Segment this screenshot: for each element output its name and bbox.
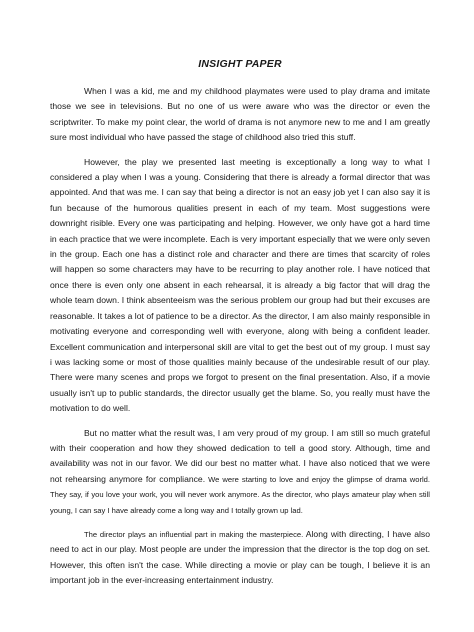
paragraph-3-small-text: We were starting to love and enjoy the glimpse of drama world. They say, if you love your work, you will never work anymore. As the director, who plays amateur play when still young, I can say I have already come a long way and I totally grown up lad. xyxy=(50,474,430,515)
paragraph-2 xyxy=(50,155,430,417)
paragraph-3 xyxy=(50,426,430,518)
paragraph-4 xyxy=(50,527,430,589)
paragraph-2-text: However, the play we presented last meeting is exceptionally a long way to what I considered a play when I was a young. Considering that there is already a formal director that was appointed. And that was me. I can say that being a director is not an easy job yet I can also say it is fun because of the humorous qualities present in each of my team. Most suggestions were downright risible. Every one was participating and helping. However, we only have got a hard time in each practice that we were incomplete. Each is very important especially that we were only seven in the group. Each one has a distinct role and character and there are times that scarcity of roles will happen so some characters may have to be recurring to play another role. I have noticed that once there is even only one absent in each rehearsal, it is already a big factor that will drag the whole team down. I think absenteeism was the serious problem our group had but their excuses are reasonable. It takes a lot of patience to be a director. As the director, I am also mainly responsible in motivating everyone and corresponding well with everyone, along with being a confident leader. Excellent communication and interpersonal skill are vital to get the best out of my group. I must say i was lacking some or most of those qualities mainly because of the undesirable result of our play. There were many scenes and props we forgot to present on the final presentation. Also, if a movie usually isn't up to public standards, the director usually get the blame. So, you really must have the motivation to do well. xyxy=(50,156,430,414)
document-title: INSIGHT PAPER xyxy=(198,58,282,70)
paragraph-1-text: When I was a kid, me and my childhood playmates were used to play drama and imitate those we see in televisions. But no one of us were aware who was the director or even the scriptwriter. To make my point clear, the world of drama is not anymore new to me and I am greatly sure most individual who have passed the stage of childhood also tried this stuff. xyxy=(50,86,430,143)
paragraph-1 xyxy=(50,84,430,146)
paragraph-4-small-text: The director plays an influential part in making the masterpiece. xyxy=(84,529,304,539)
paragraph-4-text: Along with directing, I have also need to act in our play. Most people are under the impression that the director is the top dog on set. However, this often isn't the case. While directing a movie or play can be tough, I believe it is an important job in the ever-increasing entertainment industry. xyxy=(50,528,430,586)
paragraph-3-text: But no matter what the result was, I am very proud of my group. I am still so much grateful with their cooperation and how they showed dedication to tell a good story. Although, time and availability was not in our favor. We did our best no matter what. I have also noticed that we were not rehearsing anymore for compliance. xyxy=(50,427,430,484)
